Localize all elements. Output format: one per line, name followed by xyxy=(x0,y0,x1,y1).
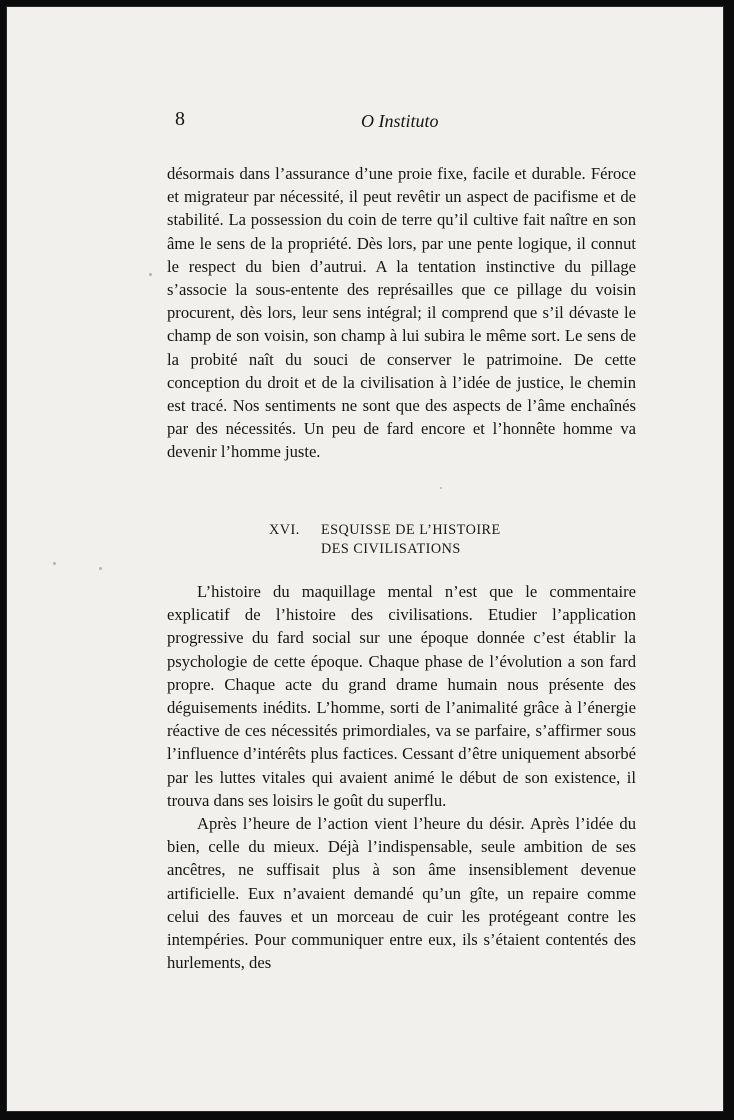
text-block-top xyxy=(167,162,636,464)
section-heading xyxy=(269,521,569,559)
paper-speck xyxy=(149,273,152,276)
running-title: O Instituto xyxy=(361,111,439,131)
paper-speck xyxy=(99,567,102,570)
paragraph: L’histoire du maquillage mental n’est que le commentaire explicatif de l’histoire des civilisations. Etudier l’application progressive du fard social sur une époque donnée c’est établir la psychologie de cette époque. Chaque phase de l’évolution a son fard propre. Chaque acte du grand drame humain nous présente des déguisements inédits. L’homme, sorti de l’animalité grâce à l’énergie réactive de ces nécessités primordiales, va se parfaire, s’affirmer sous l’influence d’intérêts plus factices. Cessant d’être uniquement absorbé par les luttes vitales qui avaient animé le début de son existence, il trouva dans ses loisirs le goût du superflu. xyxy=(167,582,636,810)
page-sheet xyxy=(6,6,724,1112)
paper-speck xyxy=(440,487,442,489)
paragraph: désormais dans l’assurance d’une proie fixe, facile et durable. Féroce et migrateur par nécessité, il peut revêtir un aspect de pacifisme et de stabilité. La possession du coin de terre qu’il cultive fait naître en son âme le sens de la propriété. Dès lors, par une pente logique, il connut le respect du bien d’autrui. A la tentation instinctive du pillage s’associe la sous-entente des représailles que ce pillage du voisin procurent, dès lors, leur sens intégral; il comprend que s’il dévaste le champ de son voisin, son champ à lui subira le même sort. Le sens de la probité naît du souci de conserver le patrimoine. De cette conception du droit et de la civilisation à l’idée de justice, le chemin est tracé. Nos sentiments ne sont que des aspects de l’âme enchaînés par des nécessités. Un peu de fard encore et l’honnête homme va devenir l’homme juste. xyxy=(167,164,636,462)
page-header xyxy=(167,108,637,138)
section-title-line-1: ESQUISSE DE L’HISTOIRE xyxy=(321,522,501,538)
paper-speck xyxy=(53,562,56,565)
text-block-bottom xyxy=(167,580,636,974)
section-number: XVI. xyxy=(269,522,300,538)
page-number: 8 xyxy=(175,108,185,130)
paragraph: Après l’heure de l’action vient l’heure du désir. Après l’idée du bien, celle du mieux. Déjà l’indispensable, seule ambition de ses ancêtres, ne suffisait plus à son âme insensiblement devenue artificielle. Eux n’avaient demandé qu’un gîte, un repaire comme celui des fauves et un morceau de cuir les protégeant contre les intempéries. Pour communiquer entre eux, ils s’étaient contentés des hurlements, des xyxy=(167,814,636,973)
section-title-line-2: DES CIVILISATIONS xyxy=(321,541,461,557)
